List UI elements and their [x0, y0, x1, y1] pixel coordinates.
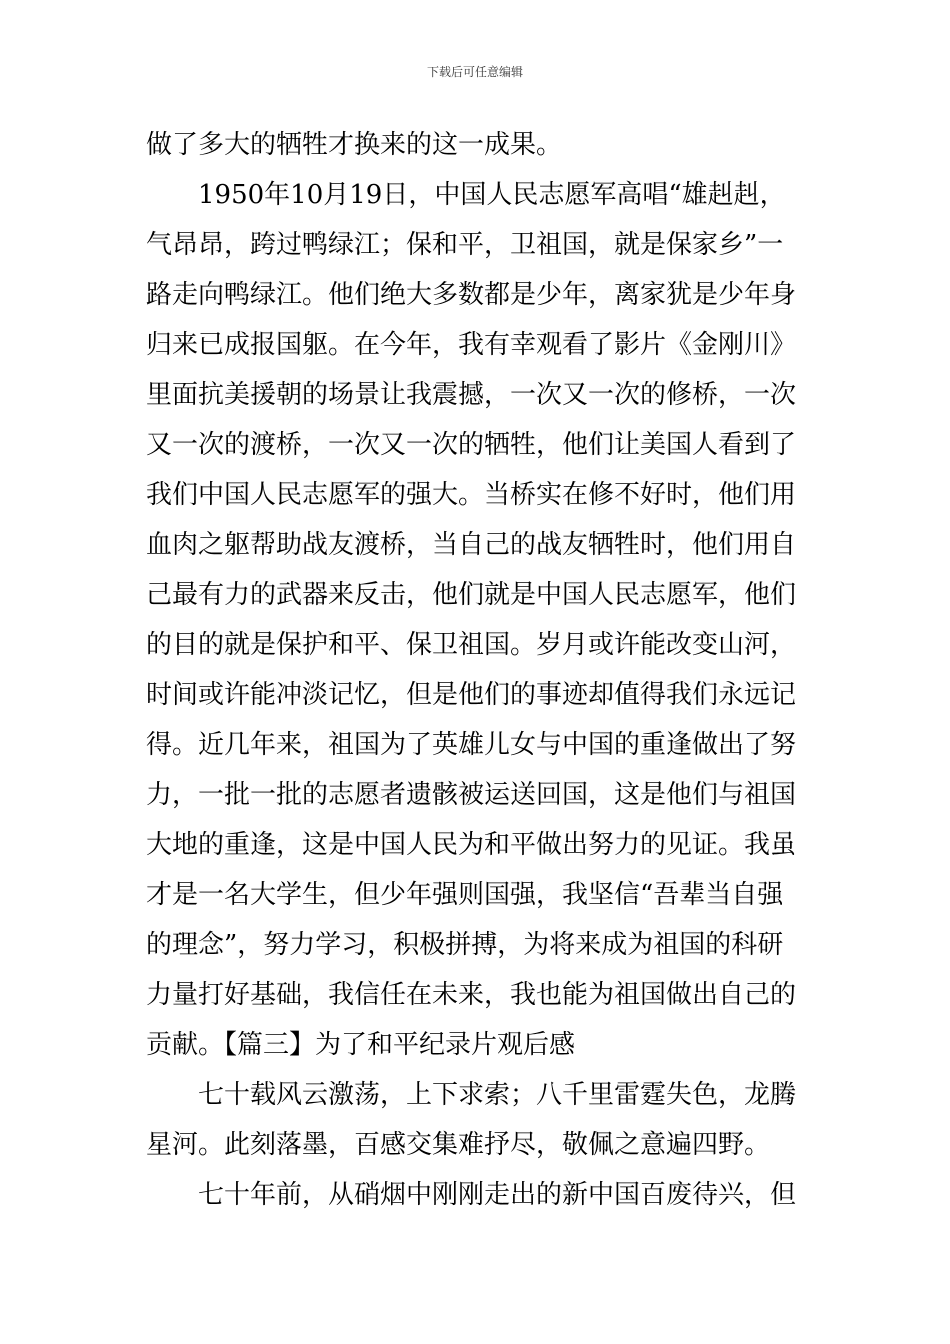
text-line: 做了多大的牺牲才换来的这一成果。 — [146, 130, 563, 160]
text-line: 气昂昂，跨过鸭绿江；保和平，卫祖国，就是保家乡”一 — [146, 230, 784, 260]
text-line: 又一次的渡桥，一次又一次的牺牲，他们让美国人看到了 — [146, 430, 797, 460]
text-line: 星河。此刻落墨，百感交集难抒尽，敬佩之意遍四野。 — [146, 1130, 771, 1160]
text-line: 里面抗美援朝的场景让我震撼，一次又一次的修桥，一次 — [146, 380, 797, 410]
text-line: 才是一名大学生，但少年强则国强，我坚信“吾辈当自强 — [146, 880, 784, 910]
text-line: 己最有力的武器来反击，他们就是中国人民志愿军，他们 — [146, 580, 797, 610]
text-line: 力，一批一批的志愿者遗骸被运送回国，这是他们与祖国 — [146, 780, 797, 810]
text-line: 1950年10月19日，中国人民志愿军高唱“雄赳赳， — [198, 180, 786, 210]
text-line: 的目的就是保护和平、保卫祖国。岁月或许能改变山河， — [146, 630, 797, 660]
text-line: 贡献。【篇三】为了和平纪录片观后感 — [146, 1030, 576, 1060]
text-line: 得。近几年来，祖国为了英雄儿女与中国的重逢做出了努 — [146, 730, 797, 760]
text-line: 七十载风云激荡，上下求索；八千里雷霆失色，龙腾 — [198, 1080, 797, 1110]
text-line: 血肉之躯帮助战友渡桥，当自己的战友牺牲时，他们用自 — [146, 530, 797, 560]
text-line: 力量打好基础，我信任在未来，我也能为祖国做出自己的 — [146, 980, 797, 1010]
text-line: 七十年前，从硝烟中刚刚走出的新中国百废待兴，但 — [198, 1180, 797, 1210]
text-line: 归来已成报国躯。在今年，我有幸观看了影片《金刚川》 — [146, 330, 797, 360]
text-line: 时间或许能冲淡记忆，但是他们的事迹却值得我们永远记 — [146, 680, 797, 710]
text-line: 我们中国人民志愿军的强大。当桥实在修不好时，他们用 — [146, 480, 797, 510]
text-line: 大地的重逢，这是中国人民为和平做出努力的见证。我虽 — [146, 830, 797, 860]
document-body — [146, 120, 806, 1220]
page-header: 下载后可任意编辑 — [426, 65, 523, 79]
text-line: 的理念”，努力学习，积极拼搏，为将来成为祖国的科研 — [146, 930, 784, 960]
text-line: 路走向鸭绿江。他们绝大多数都是少年，离家犹是少年身 — [146, 280, 797, 310]
